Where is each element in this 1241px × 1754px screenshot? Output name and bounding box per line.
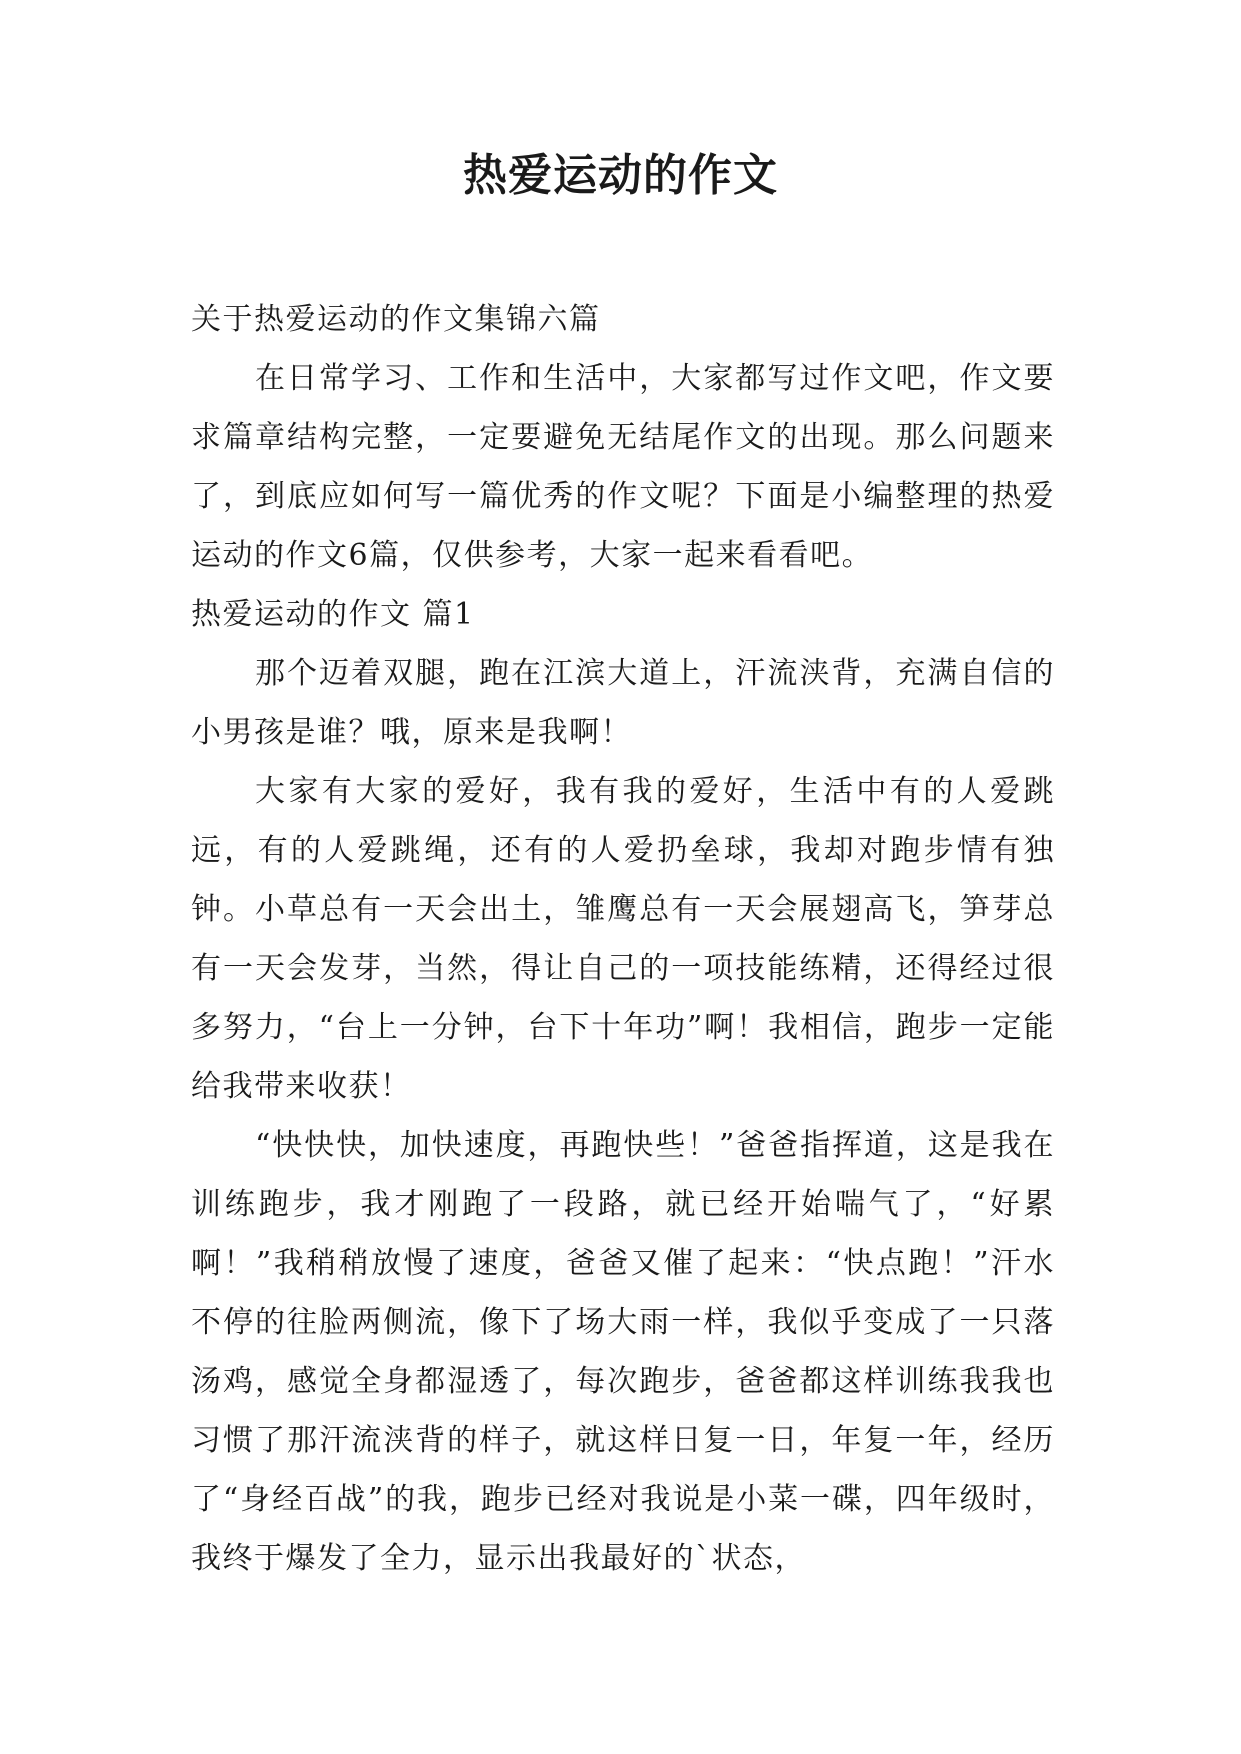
document-body [191, 290, 1055, 1588]
body-paragraph: “快快快，加快速度，再跑快些！”爸爸指挥道，这是我在训练跑步，我才刚跑了一段路，就已经开始喘气了，“好累啊！”我稍稍放慢了速度，爸爸又催了起来：“快点跑！”汗水不停的往脸两侧流，像下了场大雨一样，我似乎变成了一只落汤鸡，感觉全身都湿透了，每次跑步，爸爸都这样训练我我也习惯了那汗流浃背的样子，就这样日复一日，年复一年，经历了“身经百战”的我，跑步已经对我说是小菜一碟，四年级时，我终于爆发了全力，显示出我最好的`状态， [191, 1128, 1055, 1576]
body-paragraph: 大家有大家的爱好，我有我的爱好，生活中有的人爱跳远，有的人爱跳绳，还有的人爱扔垒球，我却对跑步情有独钟。小草总有一天会出土，雏鹰总有一天会展翅高飞，笋芽总有一天会发芽，当然，得让自己的一项技能练精，还得经过很多努力，“台上一分钟，台下十年功”啊！我相信，跑步一定能给我带来收获！ [191, 774, 1055, 1104]
section-heading: 热爱运动的作文 篇1 [191, 597, 475, 632]
intro-paragraph: 在日常学习、工作和生活中，大家都写过作文吧，作文要求篇章结构完整，一定要避免无结尾作文的出现。那么问题来了，到底应如何写一篇优秀的作文呢？下面是小编整理的热爱运动的作文6篇，仅供参考，大家一起来看看吧。 [191, 361, 1055, 573]
document-title: 热爱运动的作文 [463, 150, 778, 201]
subtitle: 关于热爱运动的作文集锦六篇 [191, 302, 601, 337]
body-paragraph: 那个迈着双腿，跑在江滨大道上，汗流浃背，充满自信的小男孩是谁？哦，原来是我啊！ [191, 656, 1055, 750]
